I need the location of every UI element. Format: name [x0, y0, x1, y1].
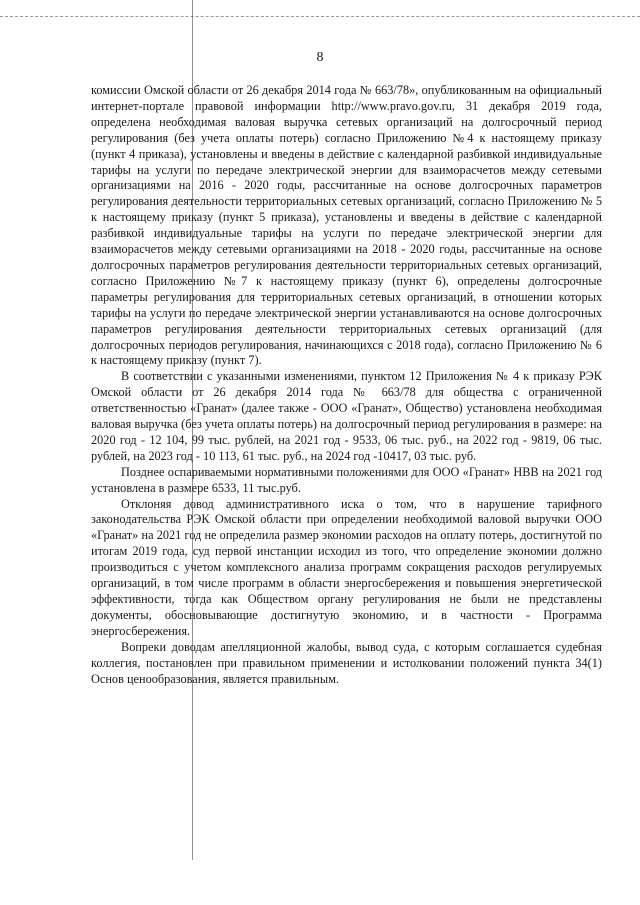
paragraph-5: Вопреки доводам апелляционной жалобы, вывод суда, с которым соглашается судебная коллегия, постановлен при правильном применении и истолковании положений пункта 34(1) Основ ценообразования, является правильным.: [91, 639, 602, 686]
page-number: 8: [316, 50, 324, 65]
paragraph-3: Позднее оспариваемыми нормативными положениями для ООО «Гранат» НВВ на 2021 год установлена в размере 6533, 11 тыс.руб.: [91, 464, 602, 495]
paragraph-4: Отклоняя довод административного иска о том, что в нарушение тарифного законодательства РЭК Омской области при определении необходимой валовой выручки ООО «Гранат» на 2021 год не определила размер экономии расходов на оплату потерь, достигнутой по итогам 2019 года, суд первой инстанции исходил из того, что определение экономии должно производиться с учетом комплексного анализа программ сокращения расходов регулируемых организаций, в том числе программ в области энергосбережения и повышения энергетической эффективности, тогда как Обществом органу регулирования не были не представлены документы, обосновывающие достигнутую экономию, и в частности - Программа энергосбережения.: [91, 496, 602, 638]
paragraph-1: комиссии Омской области от 26 декабря 2014 года № 663/78», опубликованным на официальный интернет-портале правовой информации http://www.pravo.gov.ru, 31 декабря 2019 года, определена необходимая валовая выручка сетевых организаций на долгосрочный период регулирования (без учета оплаты потерь) согласно Приложению №4 к настоящему приказу (пункт 4 приказа), установлены и введены в действие с календарной разбивкой индивидуальные тарифы на услуги по передаче электрической энергии для взаиморасчетов между сетевыми организациями на 2016 - 2020 годы, рассчитанные на основе долгосрочных параметров регулирования деятельности территориальных сетевых организаций, согласно Приложению № 5 к настоящему приказу (пункт 5 приказа), установлены и введены в действие с календарной разбивкой индивидуальные тарифы на услуги по передаче электрической энергии для взаиморасчетов между сетевыми организациями на 2018 - 2020 годы, рассчитанные на основе долгосрочных параметров регулирования деятельности территориальных сетевых организаций, согласно Приложению №7 к настоящему приказу (пункт 6), определены долгосрочные параметры регулирования для территориальных сетевых организаций, в отношении которых тарифы на услуги по передаче электрической энергии устанавливаются на основе долгосрочных параметров регулирования деятельности территориальных сетевых организаций (для долгосрочных периодов регулирования, начинающихся с 2018 года), согласно Приложению № 6 к настоящему приказу (пункт 7).: [91, 83, 602, 368]
scan-top-edge: [0, 16, 640, 17]
document-body: [91, 83, 602, 687]
paragraph-2: В соответствии с указанными изменениями, пунктом 12 Приложения № 4 к приказу РЭК Омской области от 26 декабря 2014 года № 663/78 для общества с ограниченной ответственностью «Гранат» (далее также - ООО «Гранат», Общество) установлена необходимая валовая выручка (без учета оплаты потерь) на долгосрочный период регулирования в размере: на 2020 год - 12 104, 99 тыс. рублей, на 2021 год - 9533, 06 тыс. руб., на 2022 год - 9819, 06 тыс. рублей, на 2023 год - 10 113, 61 тыс. руб., на 2024 год -10417, 03 тыс. руб.: [91, 369, 602, 463]
